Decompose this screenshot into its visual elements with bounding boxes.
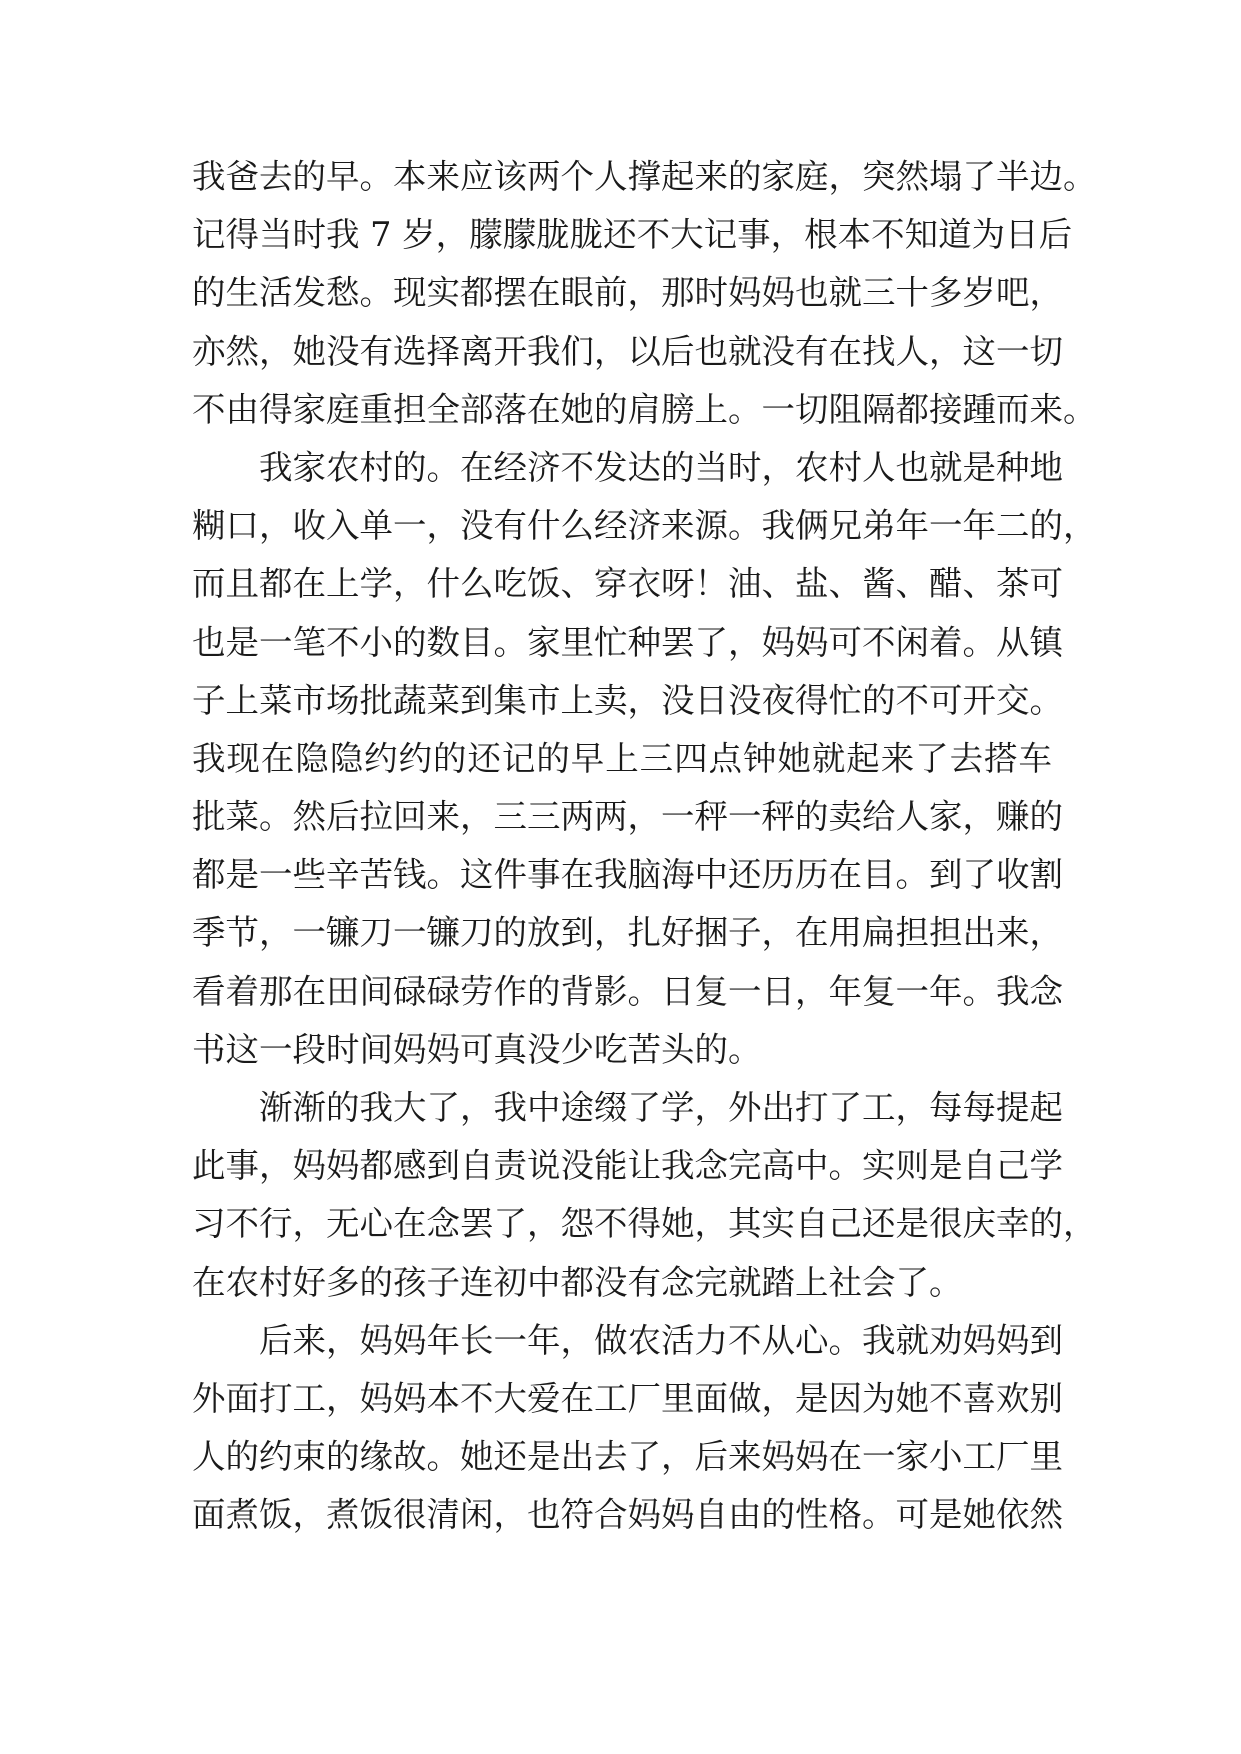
text-line: 渐渐的我大了，我中途缀了学，外出打了工，每每提起 xyxy=(259,1088,1063,1127)
text-line: 也是一笔不小的数目。家里忙种罢了，妈妈可不闲着。从镇 xyxy=(192,622,1063,662)
text-line: 人的约束的缘故。她还是出去了，后来妈妈在一家小工厂里 xyxy=(192,1437,1063,1477)
text-line: 面煮饭，煮饭很清闲，也符合妈妈自由的性格。可是她依然 xyxy=(192,1495,1063,1535)
text-line: 都是一些辛苦钱。这件事在我脑海中还历历在目。到了收割 xyxy=(192,855,1063,895)
text-line: 季节，一镰刀一镰刀的放到，扎好捆子，在用扁担担出来， xyxy=(192,913,1063,953)
text-line: 的生活发愁。现实都摆在眼前，那时妈妈也就三十多岁吧， xyxy=(192,273,1063,313)
text-line: 我家农村的。在经济不发达的当时，农村人也就是种地 xyxy=(259,447,1063,487)
text-line: 此事，妈妈都感到自责说没能让我念完高中。实则是自己学 xyxy=(192,1146,1063,1186)
text-line: 外面打工，妈妈本不大爱在工厂里面做，是因为她不喜欢别 xyxy=(192,1378,1063,1418)
text-line: 而且都在上学，什么吃饭、穿衣呀！油、盐、酱、醋、茶可 xyxy=(192,564,1063,604)
text-line: 亦然，她没有选择离开我们，以后也就没有在找人，这一切 xyxy=(192,331,1063,371)
text-line: 我爸去的早。本来应该两个人撑起来的家庭，突然塌了半边。 xyxy=(192,157,1097,196)
text-line: 子上菜市场批蔬菜到集市上卖，没日没夜得忙的不可开交。 xyxy=(192,680,1063,720)
text-line: 在农村好多的孩子连初中都没有念完就踏上社会了。 xyxy=(192,1262,963,1302)
text-line: 我现在隐隐约约的还记的早上三四点钟她就起来了去搭车 xyxy=(192,738,1052,778)
text-line: 后来，妈妈年长一年，做农活力不从心。我就劝妈妈到 xyxy=(259,1320,1063,1360)
text-line: 批菜。然后拉回来，三三两两，一秤一秤的卖给人家，赚的 xyxy=(192,797,1063,837)
text-line: 糊口，收入单一，没有什么经济来源。我俩兄弟年一年二的， xyxy=(192,506,1097,546)
text-line: 习不行，无心在念罢了，怨不得她，其实自己还是很庆幸的， xyxy=(192,1204,1097,1244)
text-line: 记得当时我 7 岁，朦朦胧胧还不大记事，根本不知道为日后 xyxy=(192,215,1073,255)
text-line: 不由得家庭重担全部落在她的肩膀上。一切阻隔都接踵而来。 xyxy=(192,389,1097,429)
text-line: 看着那在田间碌碌劳作的背影。日复一日，年复一年。我念 xyxy=(192,971,1063,1011)
body-text xyxy=(192,148,1097,1545)
text-line: 书这一段时间妈妈可真没少吃苦头的。 xyxy=(192,1029,762,1069)
